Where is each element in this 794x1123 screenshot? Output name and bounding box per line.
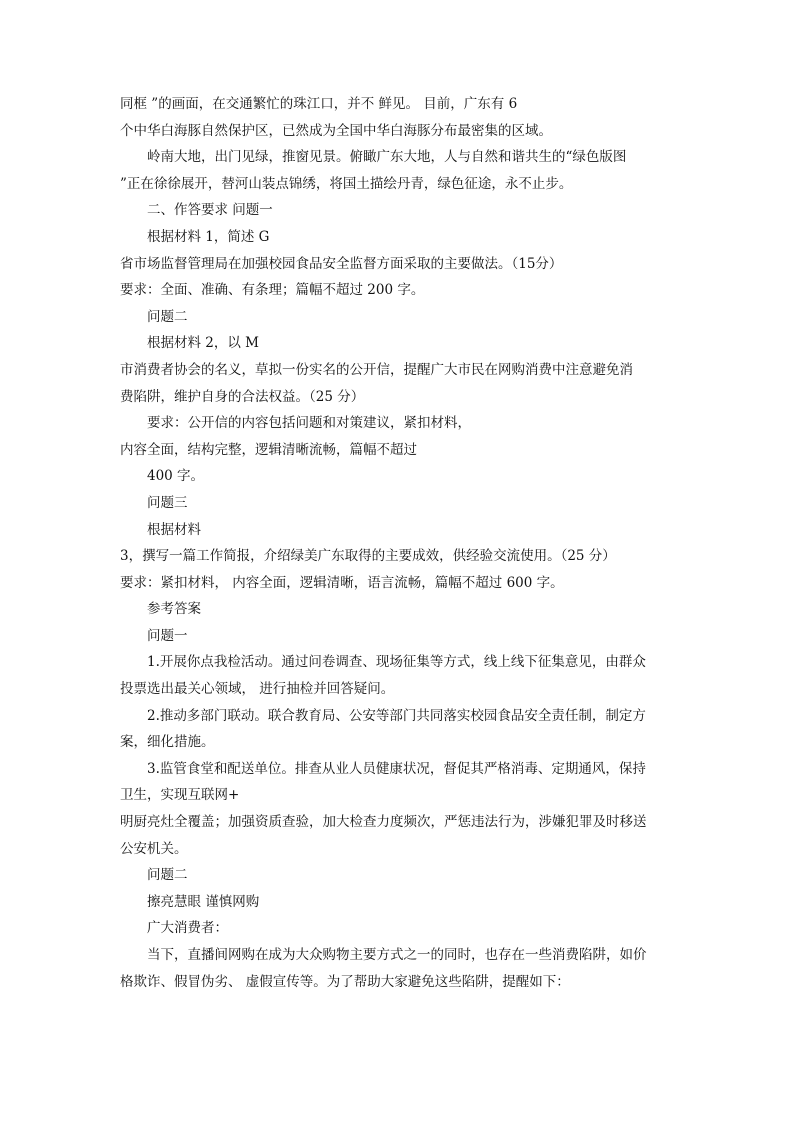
text-line: 2.推动多部门联动。联合教育局、公安等部门共同落实校园食品安全责任制，制定方 bbox=[147, 707, 646, 724]
text-line: 400 字。 bbox=[147, 468, 205, 485]
text-line: 二、作答要求 问题一 bbox=[147, 202, 273, 219]
text-line: 问题一 bbox=[147, 627, 188, 644]
text-line: 1.开展你点我检活动。通过问卷调查、现场征集等方式，线上线下征集意见，由群众 bbox=[147, 654, 646, 671]
text-line: 格欺诈、假冒伪劣、 虚假宣传等。为了帮助大家避免这些陷阱，提醒如下： bbox=[120, 973, 570, 990]
text-line: 明厨亮灶全覆盖；加强资质查验，加大检查力度频次，严惩违法行为，涉嫌犯罪及时移送 bbox=[120, 814, 647, 831]
text-line: 当下，直播间网购在成为大众购物主要方式之一的同时，也存在一些消费陷阱，如价 bbox=[147, 947, 647, 963]
text-line: 问题三 bbox=[147, 494, 188, 511]
text-line: 市消费者协会的名义，草拟一份实名的公开信，提醒广大市民在网购消费中注意避免消 bbox=[120, 361, 633, 378]
text-line: 广大消费者： bbox=[147, 920, 228, 937]
text-line: 要求：全面、准确、有条理；篇幅不超过 200 字。 bbox=[120, 282, 425, 299]
text-line: 参考答案 bbox=[147, 601, 201, 618]
text-line: 根据材料 2，以 M bbox=[147, 335, 259, 352]
text-line: 根据材料 1，简述 G bbox=[147, 228, 270, 245]
text-line: 要求：公开信的内容包括问题和对策建议，紧扣材料， bbox=[147, 415, 471, 432]
text-line: 岭南大地，出门见绿，推窗见景。俯瞰广东大地，人与自然和谐共生的“绿色版图 bbox=[147, 149, 627, 166]
text-line: 省市场监督管理局在加强校园食品安全监督方面采取的主要做法。（15分） bbox=[120, 255, 563, 272]
text-line: 问题二 bbox=[147, 308, 188, 325]
text-line: 问题二 bbox=[147, 867, 188, 884]
text-line: 3，撰写一篇工作简报，介绍绿美广东取得的主要成效，供经验交流使用。（25 分） bbox=[120, 548, 616, 565]
text-line: 根据材料 bbox=[147, 521, 201, 538]
text-line: 费陷阱，维护自身的合法权益。（25 分） bbox=[120, 388, 365, 405]
text-line: 案，细化措施。 bbox=[120, 734, 215, 751]
text-line: 内容全面，结构完整，逻辑清晰流畅，篇幅不超过 bbox=[120, 441, 417, 458]
text-line: 个中华白海豚自然保护区，已然成为全国中华白海豚分布最密集的区域。 bbox=[120, 122, 552, 139]
document-body bbox=[120, 91, 680, 995]
text-line: 要求：紧扣材料， 内容全面，逻辑清晰，语言流畅，篇幅不超过 600 字。 bbox=[120, 574, 564, 591]
text-line: 同框 ”的画面，在交通繁忙的珠江口，并不 鲜见。 目前，广东有 6 bbox=[120, 96, 518, 112]
text-line: 3.监管食堂和配送单位。排查从业人员健康状况，督促其严格消毒、定期通风，保持 bbox=[147, 760, 646, 777]
text-line: 擦亮慧眼 谨慎网购 bbox=[147, 893, 260, 910]
text-line: ”正在徐徐展开，替河山装点锦绣，将国土描绘丹青，绿色征途，永不止步。 bbox=[120, 175, 573, 192]
text-line: 公安机关。 bbox=[120, 840, 188, 857]
text-line: 卫生，实现互联网+ bbox=[120, 787, 240, 804]
text-line: 投票选出最关心领域， 进行抽检并回答疑问。 bbox=[120, 681, 395, 698]
